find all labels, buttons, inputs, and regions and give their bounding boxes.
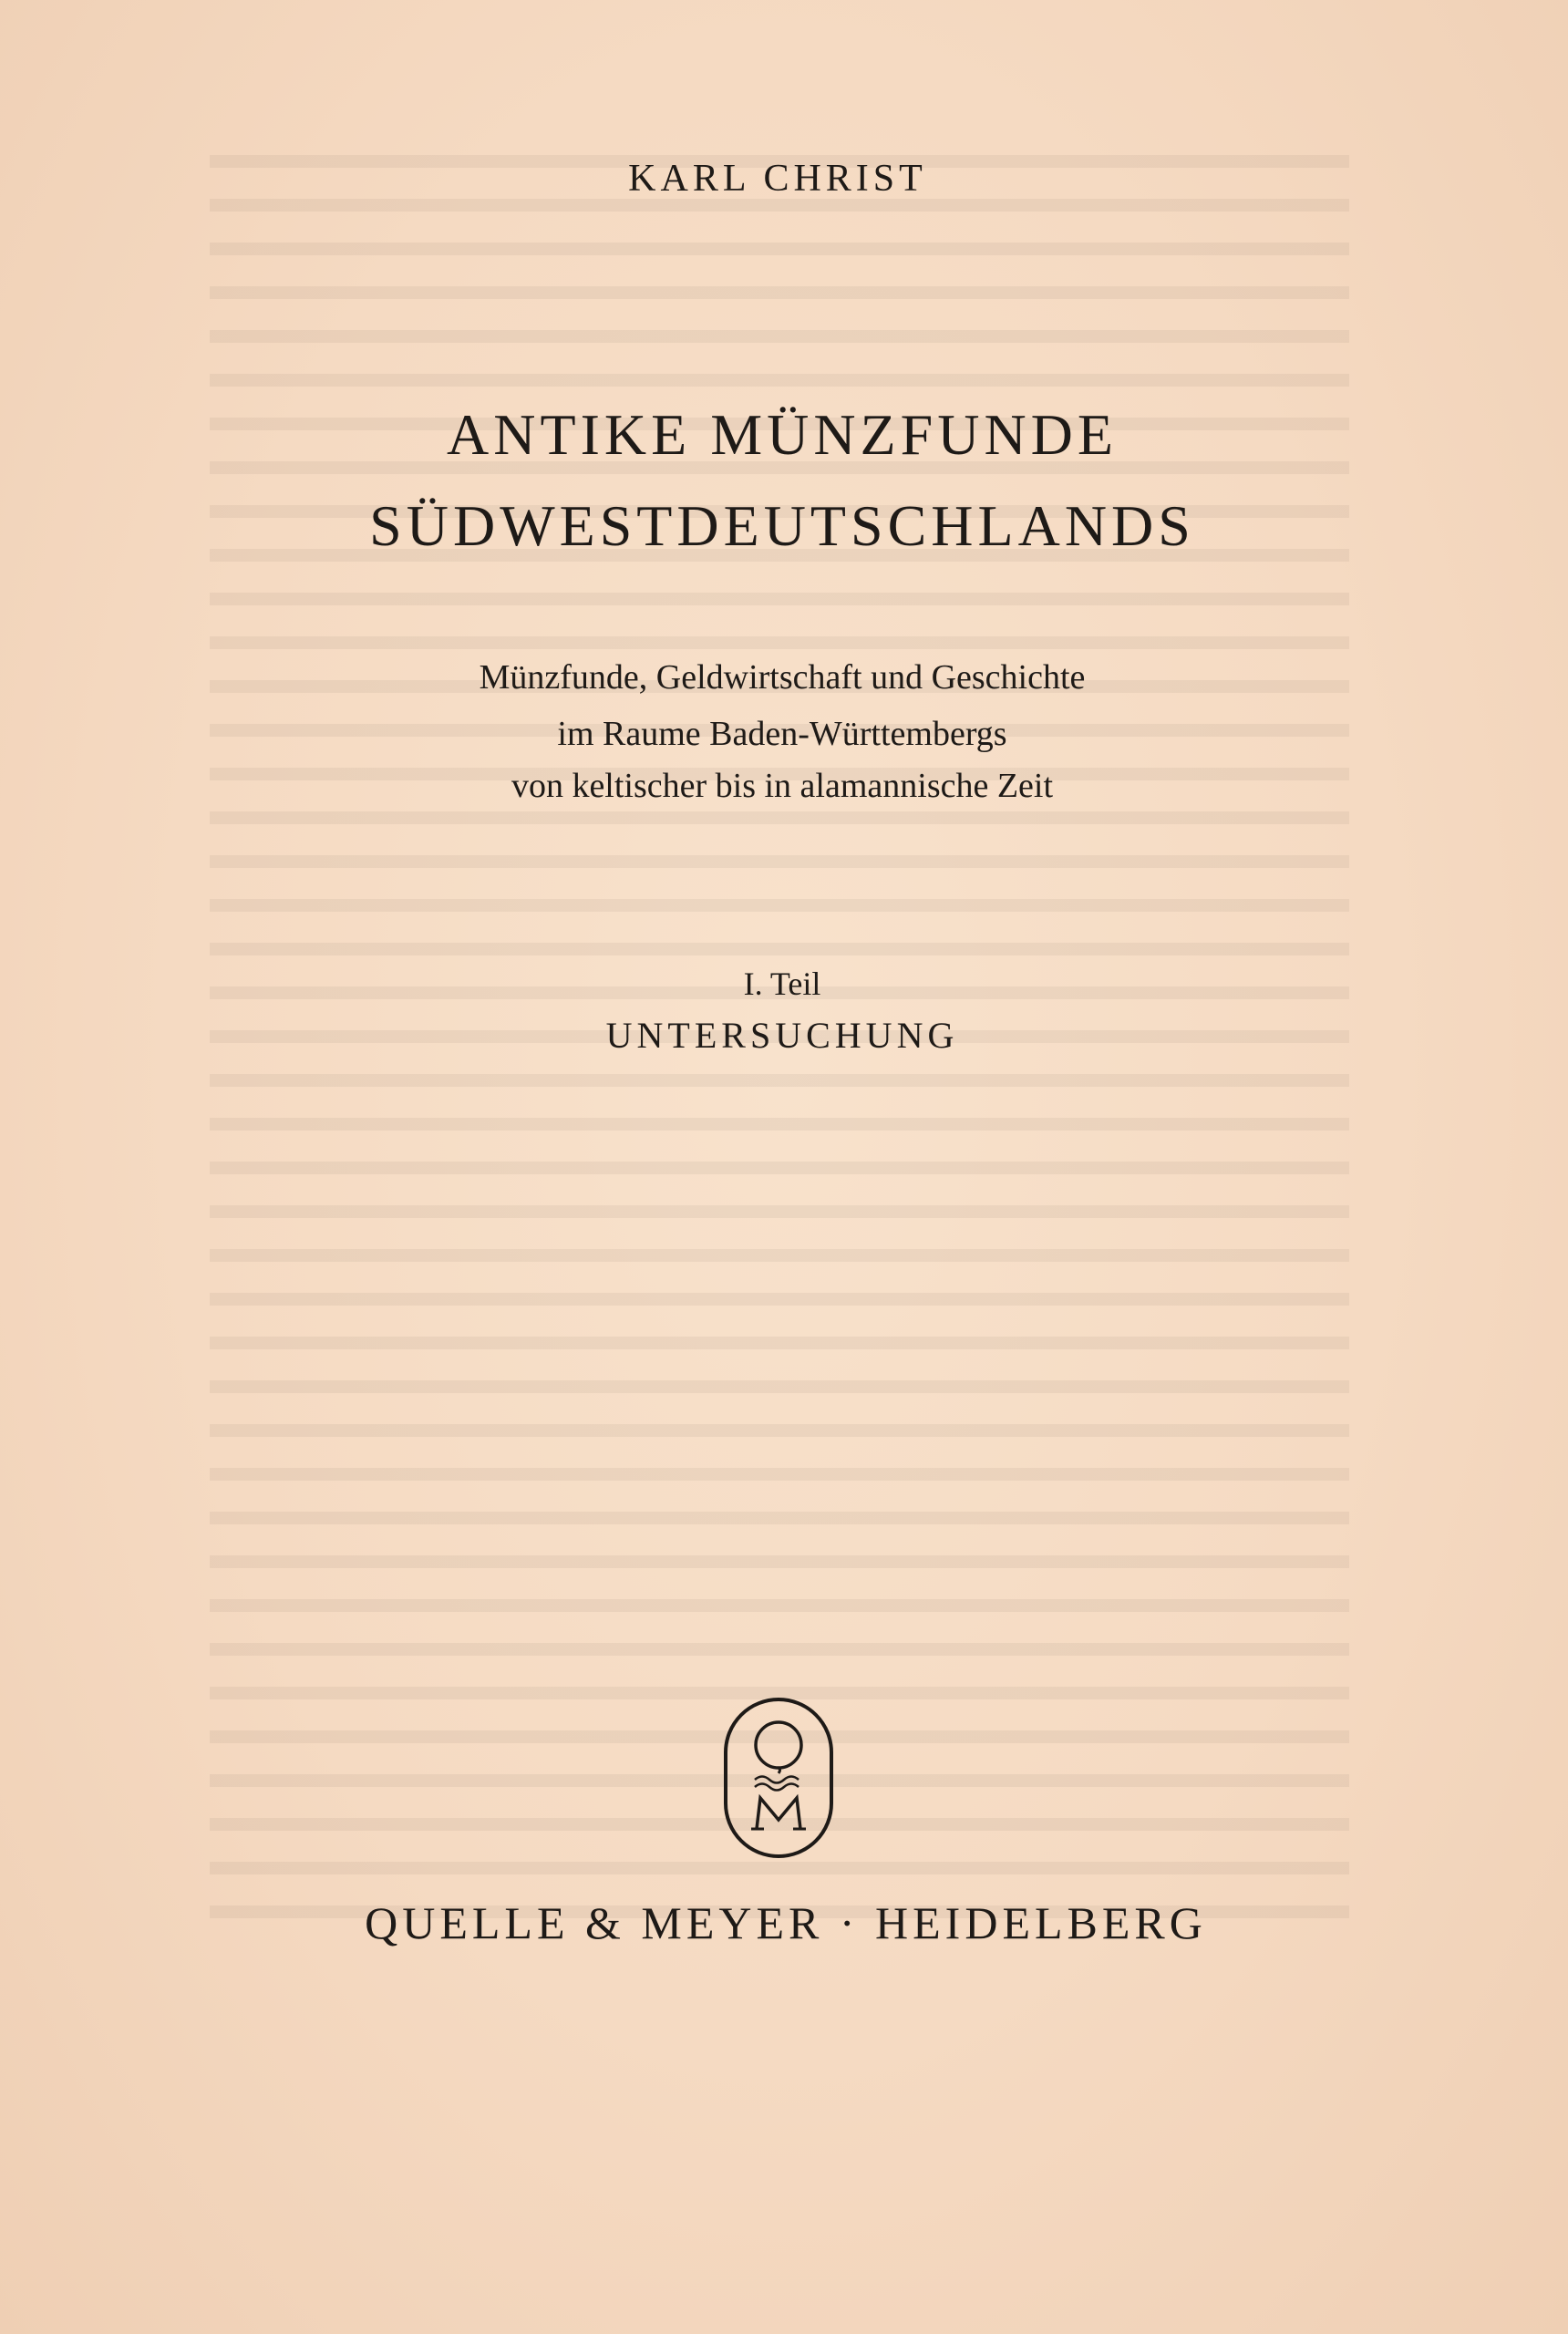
subtitle-line-1: Münzfunde, Geldwirtschaft und Geschichte: [479, 658, 1086, 697]
section-title: UNTERSUCHUNG: [605, 1015, 959, 1056]
publisher-line: QUELLE & MEYER · HEIDELBERG: [365, 1897, 1207, 1948]
subtitle-line-2: im Raume Baden-Württembergs: [557, 715, 1007, 753]
book-title-line-1: ANTIKE MÜNZFUNDE: [447, 402, 1118, 467]
part-label: I. Teil: [743, 966, 821, 1002]
book-title-line-2: SÜDWESTDEUTSCHLANDS: [369, 493, 1195, 558]
quelle-meyer-monogram-icon: [722, 1696, 835, 1860]
subtitle-line-3: von keltischer bis in alamannische Zeit: [511, 767, 1054, 805]
author-name: KARL CHRIST: [628, 158, 927, 200]
